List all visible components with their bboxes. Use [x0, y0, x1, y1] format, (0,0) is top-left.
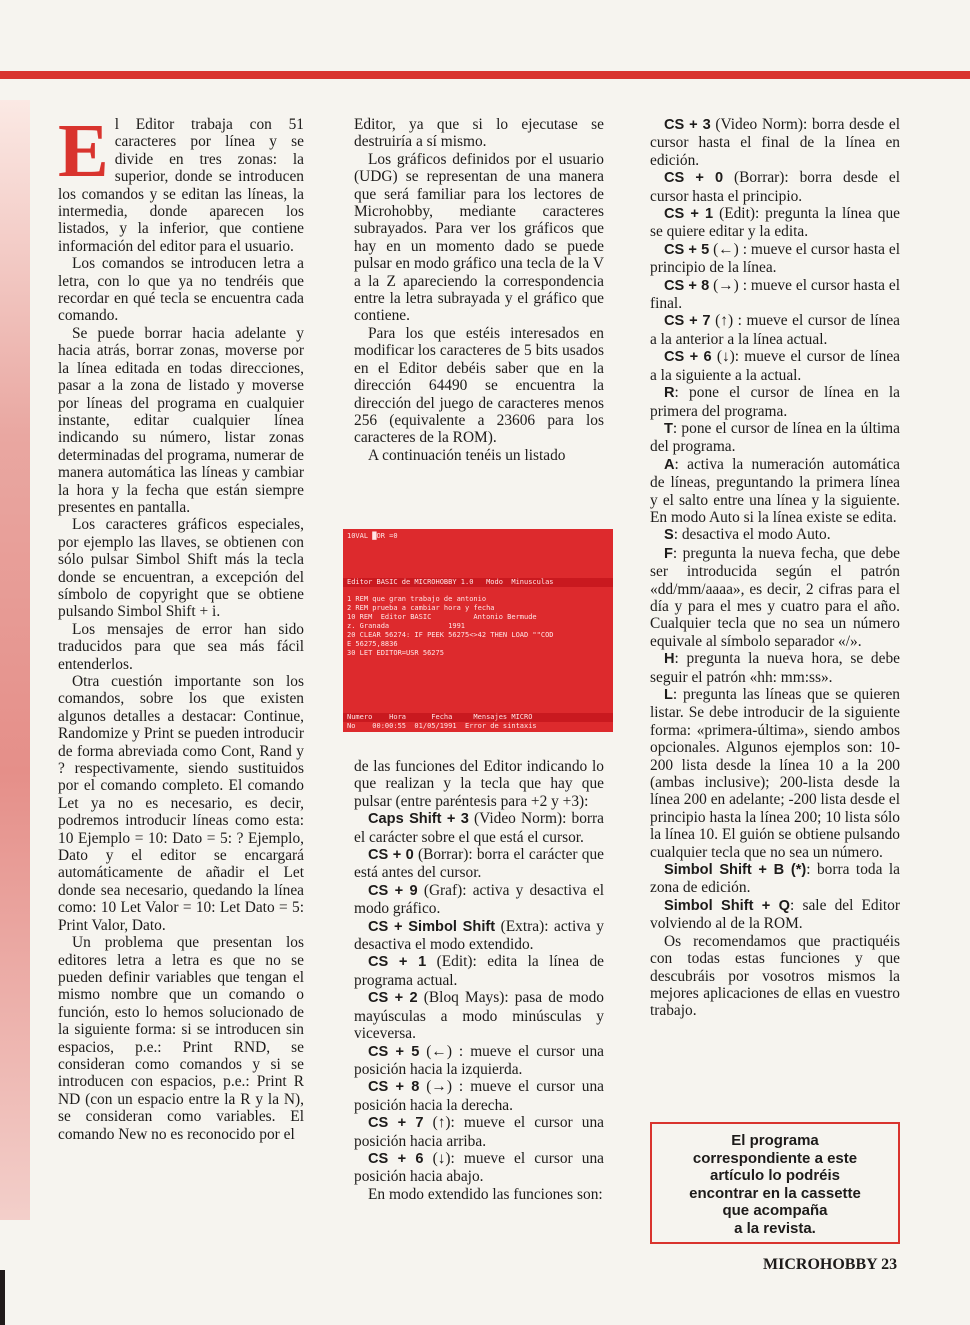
function-description: (→) : mueve el cursor hasta el final.	[650, 276, 900, 313]
screen-command-line: 10VAL █OR =0	[347, 532, 398, 540]
function-entry	[354, 1043, 604, 1079]
key-combo: CS + 6	[368, 1150, 424, 1167]
function-entry	[650, 526, 900, 544]
function-description: (↑) : mueve el cursor de línea a la anterior a la línea actual.	[650, 312, 900, 348]
function-entry	[354, 1186, 604, 1203]
function-description: : pone el cursor de línea en la última del programa.	[650, 419, 900, 456]
note-line: El programa	[731, 1132, 819, 1149]
function-entry	[354, 918, 604, 954]
decorative-left-bar	[0, 1270, 5, 1325]
drop-cap: E	[58, 109, 109, 193]
function-entry	[354, 989, 604, 1042]
key-combo: CS + 0	[368, 847, 414, 864]
note-line: que acompaña	[722, 1202, 828, 1219]
screen-listing-line: 2 REM prueba a cambiar hora y fecha	[347, 604, 495, 612]
function-entry	[650, 277, 900, 313]
function-description: : pone el cursor de línea en la primera del programa.	[650, 384, 900, 420]
function-description: (↑): mueve el cursor una posición hacia arriba.	[354, 1114, 604, 1150]
function-description: (Video Norm): borra el carácter sobre el que está el cursor.	[354, 810, 604, 846]
function-entry	[650, 933, 900, 1020]
page-folio: MICROHOBBY 23	[763, 1256, 898, 1273]
cassette-note-box	[650, 1122, 900, 1244]
key-combo: CS + 1	[664, 206, 714, 223]
note-line: a la revista.	[734, 1219, 816, 1237]
paragraph: Editor, ya que si lo ejecutase se destruiría a sí mismo.	[354, 116, 604, 151]
function-description: (Borrar): borra desde el cursor hasta el principio.	[650, 169, 900, 205]
function-description: : pregunta la nueva hora, se debe seguir el patrón «hh: mm:ss».	[650, 650, 900, 686]
key-combo: CS + 8	[368, 1079, 420, 1096]
decorative-left-band	[0, 100, 30, 1220]
function-entry	[650, 686, 900, 861]
column-3	[650, 116, 900, 1020]
column-2	[354, 116, 604, 464]
function-description: (↓): mueve el cursor una posición hacia abajo.	[354, 1149, 604, 1186]
function-description: (Graf): activa y desactiva el modo gráfico.	[354, 881, 604, 918]
paragraph: A continuación tenéis un listado	[368, 446, 566, 464]
function-description: (Edit): edita la línea de programa actual.	[354, 953, 604, 989]
key-combo: CS + 5	[368, 1043, 420, 1060]
function-description: : sale del Editor volviendo al de la ROM.	[650, 896, 900, 933]
paragraph: Un problema que presentan los editores letra a letra es que no se pueden definir variables que tengan el mismo nombre que un comando o función, esto lo hemos solucionado de la siguiente forma: si se introducen sin espacios, p.e.: Print RND, se consideran como comandos y si se introducen con espacios, p.e.: Print R ND (con un espacio entre la R y la N), se consideran como variables. El comando New no es reconocido por el	[58, 934, 304, 1143]
column-2-continued	[354, 758, 604, 1203]
function-description: (Borrar): borra el carácter que está antes del cursor.	[354, 846, 604, 882]
key-combo: CS + 5	[664, 241, 710, 258]
function-description: : borra toda la zona de edición.	[650, 861, 900, 897]
function-entry	[650, 861, 900, 897]
paragraph: Los caracteres gráficos especiales, por ejemplo las llaves, se obtienen con sólo pulsar Simbol Shift más la tecla donde se encuentran, a excepción del símbolo de copyright que se obtiene pulsando Simbol Shift + i.	[58, 516, 304, 621]
key-combo: CS + Simbol Shift	[368, 918, 496, 935]
key-combo: Caps Shift + 3	[368, 811, 469, 828]
key-combo: CS + 2	[368, 990, 418, 1007]
column-1	[58, 109, 304, 1143]
key-combo: CS + 7	[664, 313, 711, 330]
function-entry	[650, 384, 900, 420]
function-description: (Bloq Mays): pasa de modo mayúsculas a modo minúsculas y viceversa.	[354, 989, 604, 1043]
function-entry	[354, 1150, 604, 1186]
screen-listing-line: z. Granada 1991	[347, 622, 466, 630]
function-description: (↓): mueve el cursor de línea a la siguiente a la actual.	[650, 348, 900, 384]
key-combo: A	[664, 456, 675, 473]
key-combo: T	[664, 420, 673, 437]
function-entry	[354, 1078, 604, 1114]
key-combo: CS + 0	[664, 170, 724, 187]
screen-listing-line: 30 LET EDITOR=USR 56275	[347, 649, 444, 657]
function-entry	[354, 1114, 604, 1150]
screen-status-header: Numero Hora Fecha Mensajes MICRO	[347, 713, 533, 721]
function-description: Os recomendamos que practiquéis con todas estas funciones y que descubráis por vosotros mismos la mejores aplicaciones de ellas en vuestro trabajo.	[650, 932, 900, 1020]
function-description: (→) : mueve el cursor una posición hacia la derecha.	[354, 1078, 604, 1114]
function-entry	[354, 846, 604, 882]
paragraph: l Editor trabaja con 51 caracteres por línea y se divide en tres zonas: la superior, donde se introducen los comandos y se editan las líneas, la intermedia, donde aparecen los listados, y la inferior, que contiene información del editor para el usuario.	[58, 116, 304, 255]
key-combo: R	[664, 385, 675, 402]
function-entry	[650, 456, 900, 527]
function-description: (Video Norm): borra desde el cursor hasta el final de la línea en edición.	[650, 116, 900, 169]
paragraph: Los comandos se introducen letra a letra, con lo que ya no tendréis que recordar en qué tecla se encuentra cada comando.	[58, 255, 304, 325]
function-description: : pregunta la nueva fecha, que debe ser introducida según el patrón «dd/mm/aaaa», es decir, 2 cifras para el día y para el mes y cuatro para el año. Cualquier tecla que no sea un número equivale al símbolo separador «/».	[650, 544, 900, 650]
key-combo: H	[664, 651, 675, 668]
key-combo: S	[664, 527, 674, 544]
top-red-rule	[0, 71, 970, 79]
screen-listing-line: 10 REM Editor BASIC Antonio Bermude	[347, 613, 537, 621]
function-entry	[650, 116, 900, 169]
key-combo: L	[664, 687, 673, 703]
function-entry	[354, 810, 604, 846]
function-entry	[354, 882, 604, 918]
function-entry	[650, 650, 900, 686]
paragraph: Los gráficos definidos por el usuario (UDG) se representan de una manera que será familiar para los lectores de Microhobby, mediante caracteres subrayados. Para ver los gráficos que hay en un momento dado se puede pulsar en modo gráfico una tecla de la V a la Z apareciendo la correspondencia entre la letra subrayada y el gráfico que contiene.	[354, 150, 604, 325]
screen-listing-line: E 56275,8836	[347, 640, 398, 648]
function-entry	[650, 205, 900, 241]
function-entry	[354, 758, 604, 810]
function-description: : activa la numeración automática de líneas, preguntando la primera línea y el salto entre una línea y la siguiente. En modo Auto si la línea existe se edita.	[650, 455, 900, 526]
function-description: (Extra): activa y desactiva el modo extendido.	[354, 917, 604, 954]
function-entry	[650, 348, 900, 384]
key-combo: CS + 8	[664, 277, 710, 294]
paragraph: Se puede borrar hacia adelante y hacia atrás, borrar zonas, moverse por la línea editada en todas direcciones, pasar a la zona de listado y moverse por líneas del programa en cualquier instante, editar cualquier línea indicando su número, listar zonas determinadas del programa, numerar de manera automática las líneas y cambiar la hora y la fecha que están siempre presentes en pantalla.	[58, 324, 304, 516]
function-entry	[650, 420, 900, 456]
key-combo: CS + 7	[368, 1115, 424, 1132]
function-entry	[650, 897, 900, 933]
screen-listing-line: 20 CLEAR 56274: IF PEEK 56275<>42 THEN LOAD ""COD	[347, 631, 554, 639]
function-entry	[650, 241, 900, 277]
key-combo: CS + 9	[368, 882, 418, 899]
function-entry	[650, 312, 900, 348]
paragraph: Los mensajes de error han sido traducidos para que sea más fácil entenderlos.	[58, 620, 304, 673]
function-entry	[354, 953, 604, 989]
function-description: (Edit): pregunta la línea que se quiere editar y la edita.	[650, 205, 900, 241]
function-description: (←) : mueve el cursor hasta el principio de la línea.	[650, 240, 900, 277]
key-combo: CS + 6	[664, 349, 712, 366]
key-combo: CS + 1	[368, 954, 427, 971]
screen-listing-line: 1 REM que gran trabajo de antonio	[347, 595, 487, 603]
screen-status-line: No 00:00:55 01/05/1991 Error de sintaxis	[347, 722, 537, 730]
function-description: : pregunta las líneas que se quieren listar. Se debe introducir de la siguiente forma: «primera-última», siendo ambos opcionales. Algunos ejemplos son: 10-200 lista desde la línea 10 a la 200 (ambas inclusive); 200-lista desde la línea 200 en adelante; -200 lista desde el principio hasta la línea 200; 10 lista sólo la línea 10. El guión se obtiene pulsando cualquier tecla que no sea un número.	[650, 686, 901, 861]
function-entry	[650, 545, 900, 650]
editor-screenshot	[343, 529, 613, 732]
note-line: encontrar en la cassette	[689, 1184, 861, 1202]
function-description: En modo extendido las funciones son:	[368, 1185, 603, 1203]
screen-title-bar: Editor BASIC de MICROHOBBY 1.0 Modo Minusculas	[347, 578, 554, 586]
key-combo: F	[664, 545, 673, 562]
note-line: correspondiente a este	[692, 1149, 858, 1167]
key-combo: CS + 3	[664, 117, 711, 133]
note-line: artículo lo podréis	[709, 1167, 841, 1184]
function-description: : desactiva el modo Auto.	[673, 526, 831, 544]
function-description: de las funciones del Editor indicando lo que realizan y la tecla que hay que pulsar (entre paréntesis para +2 y +3):	[354, 758, 604, 810]
paragraph: Otra cuestión importante son los comandos, sobre los que existen algunos detalles a destacar: Continue, Randomize y Print se pueden introducir de forma abreviada como Cont, Rand y ? respectivamente, siendo sustituidos por el comando completo. El comando Let ya no es necesario, es decir, podremos introducir líneas como esta: 10 Ejemplo = 10: Dato = 5: ? Ejemplo, Dato y el editor se encargará automáticamente de añadir el Let donde sea necesario, quedando la línea como: 10 Let Valor = 10: Let Dato = 5: Print Valor, Dato.	[58, 673, 304, 934]
function-entry	[650, 169, 900, 205]
key-combo: Simbol Shift + Q	[664, 897, 791, 914]
paragraph: Para los que estéis interesados en modificar los caracteres de 5 bits usados en el Editor debéis saber que en la dirección 64490 se encuentra la dirección del juego de caracteres menos 256 (equivalente a 23606 para los caracteres de la ROM).	[354, 324, 604, 447]
key-combo: Simbol Shift + B (*)	[664, 862, 807, 879]
function-description: (←) : mueve el cursor una posición hacia la izquierda.	[354, 1042, 604, 1078]
